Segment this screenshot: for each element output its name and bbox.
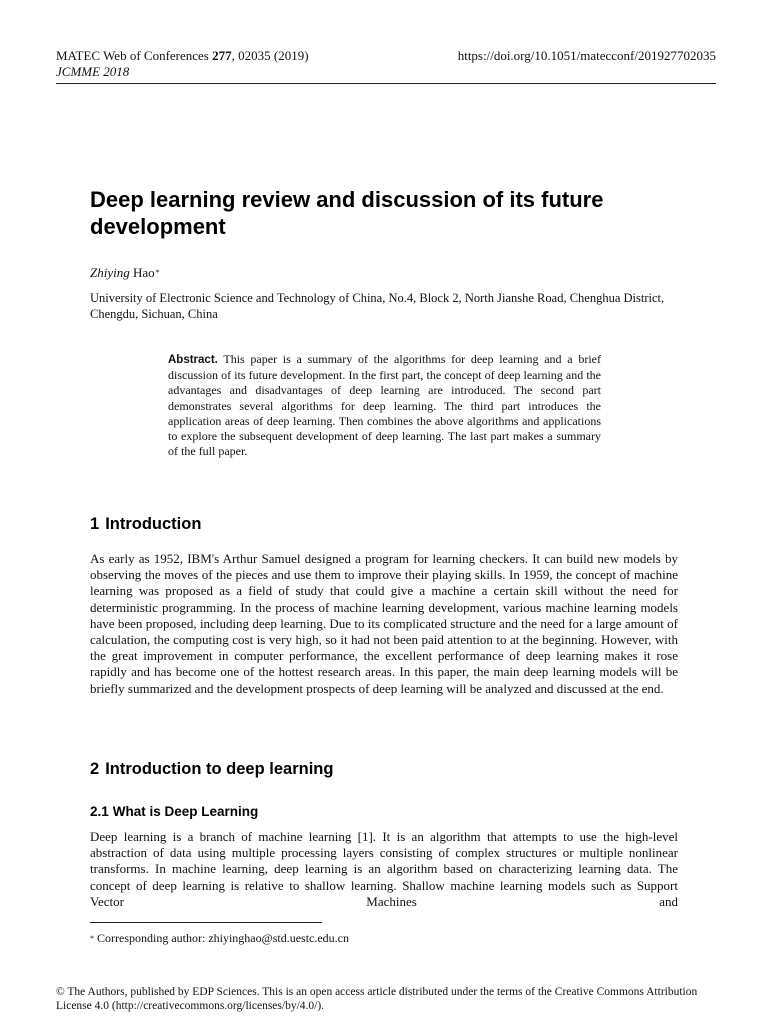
footnote-divider	[90, 922, 322, 923]
subsection-heading-what-is-deep-learning	[90, 803, 258, 820]
abstract-label: Abstract.	[168, 354, 218, 366]
section-heading-deep-learning	[90, 759, 333, 779]
author-family-name: Hao	[132, 265, 155, 280]
section-number: 1	[90, 515, 100, 533]
conference-name: JCMME 2018	[56, 64, 130, 79]
author-line	[90, 265, 160, 281]
author-given-name: Zhiying	[90, 265, 130, 280]
section-title: Introduction	[105, 515, 202, 533]
journal-volume: 277	[212, 48, 232, 63]
footnote-text: Corresponding author: zhiyinghao@std.uestc.edu.cn	[97, 931, 349, 945]
running-header-left	[56, 48, 309, 80]
copyright-notice: © The Authors, published by EDP Sciences. This is an open access article distributed under the terms of the Creative Commons Attribution License 4.0 (http://creativecommons.org/licenses/by/4.0/).	[56, 986, 698, 1012]
subsection-number: 2.1	[90, 804, 109, 819]
section-number: 2	[90, 760, 100, 778]
abstract-text: This paper is a summary of the algorithms for deep learning and a brief discussion of its future development. In the first part, the concept of deep learning and the advantages and disadvantages of deep learning are introduced. The second part demonstrates several algorithms for deep learning. The third part introduces the application areas of deep learning. Then combines the above algorithms and applications to explore the subsequent development of deep learning. The last part makes a summary of the full paper.	[168, 352, 601, 459]
author-footnote-marker: *	[155, 268, 160, 277]
paper-title: Deep learning review and discussion of its future development	[90, 187, 604, 239]
what-is-deep-learning-paragraph: Deep learning is a branch of machine learning [1]. It is an algorithm that attempts to use the high-level abstraction of data using multiple processing layers consisting of complex structures or multiple nonlinear transforms. In machine learning, deep learning is an algorithm based on characterizing learning data. The concept of deep learning is relative to shallow learning. Shallow machine learning models such as Support Vector Machines and	[90, 829, 678, 909]
journal-name: MATEC Web of Conferences 277, 02035 (2019)	[56, 48, 309, 63]
author-affiliation: University of Electronic Science and Technology of China, No.4, Block 2, North Jianshe Road, Chenghua District, Chengdu, Sichuan, China	[90, 291, 665, 321]
header-divider	[56, 83, 716, 84]
footnote-marker: *	[90, 934, 94, 943]
footnote	[90, 931, 349, 946]
doi-link[interactable]: https://doi.org/10.1051/matecconf/201927702035	[457, 48, 716, 63]
subsection-title: What is Deep Learning	[112, 804, 259, 819]
abstract	[168, 352, 601, 459]
introduction-paragraph: As early as 1952, IBM's Arthur Samuel designed a program for learning checkers. It can build new models by observing the moves of the pieces and use them to improve their playing skills. In 1959, the concept of machine learning was proposed as a field of study that could give a machine a certain skill without the need for deterministic programming. In the process of machine learning development, various machine learning models have been proposed, including deep learning. Due to its complicated structure and the need for a large amount of calculation, the computing cost is very high, so it had not been paid attention to at the beginning. However, with the great improvement in computer performance, the excellent performance of deep learning makes it rose rapidly and has become one of the hottest research areas. In this paper, the main deep learning models will be briefly summarized and the development prospects of deep learning will be analyzed and discussed at the end.	[90, 551, 678, 696]
section-heading-introduction	[90, 514, 201, 534]
section-title: Introduction to deep learning	[105, 760, 334, 778]
